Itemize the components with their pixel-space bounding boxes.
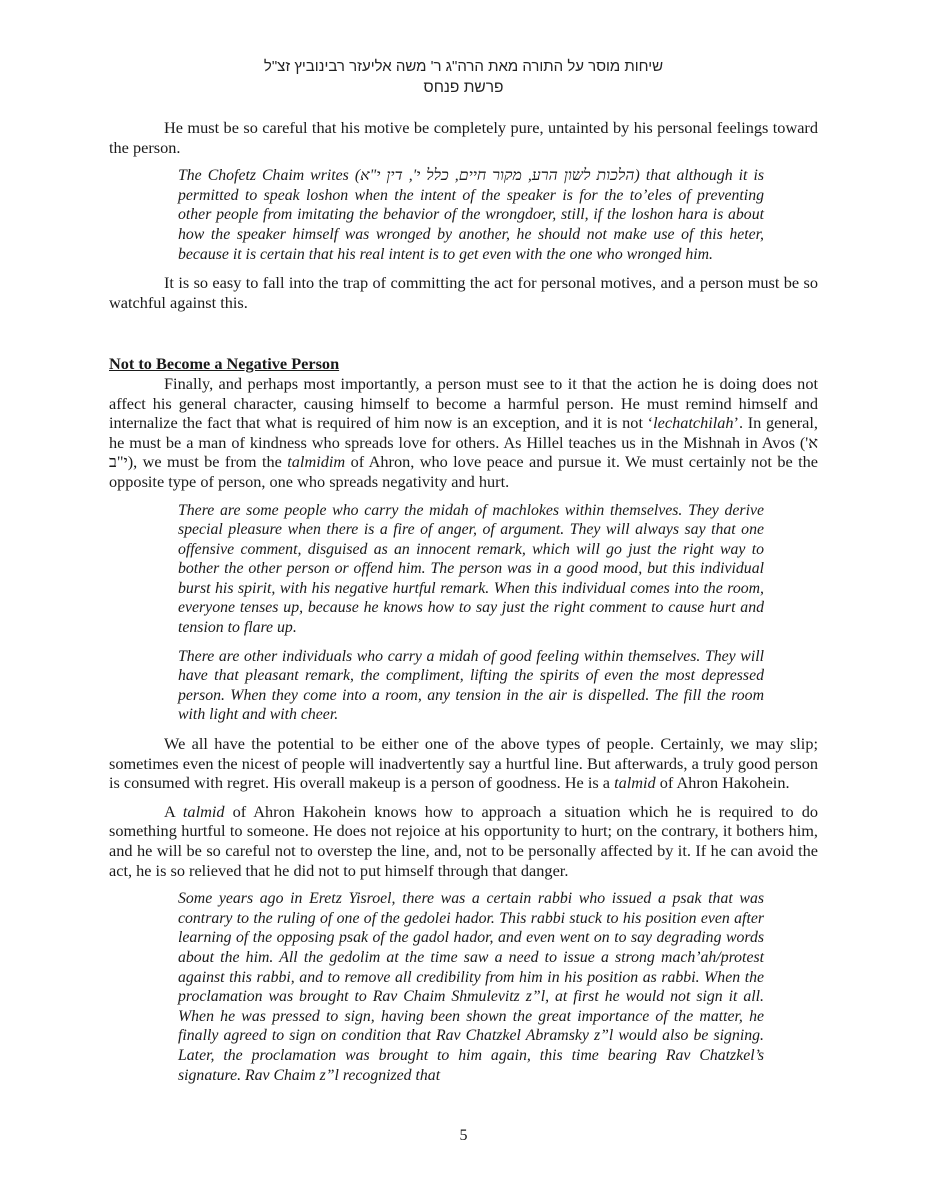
header-book-title: שיחות מוסר על התורה מאת הרה"ג ר' משה אליעזר רבינוביץ זצ"ל [263,58,664,75]
page-body [109,118,818,1094]
running-header [0,56,927,98]
text-run: ’. In general, he must be a man of kindness who spreads love for others. As Hillel teaches us in the Mishnah in Avos ( [109,413,818,452]
quote-eretz-yisroel-story: Some years ago in Eretz Yisroel, there was a certain rabbi who issued a psak that was contrary to the ruling of one of the gedolei hador. This rabbi stuck to his position even after learning of the opposing psak of the gadol hador, and even went on to say degrading words about the him. All the gedolim at the time saw a need to issue a strong mach’ah/protest against this rabbi, and to remove all credibility from him in his position as rabbi. When the proclamation was brought to Rav Chaim Shmulevitz z”l, at first he would not sign it all. When he was pressed to sign, having been shown the great importance of the matter, he finally agreed to sign on condition that Rav Chatzkel Abramsky z”l would also be signing. Later, the proclamation was brought to him again, this time bearing Rav Chatzkel’s signature. Rav Chaim z”l recognized that [178,890,764,1084]
quote-chofetz-chaim [178,166,764,264]
quote-machlokes: There are some people who carry the midah of machlokes within themselves. They derive special pleasure when there is a fire of anger, of argument. They will always say that one offensive comment, disguised as an innocent remark, which will go just the right way to bother the other person or offend him. The person was in a good mood, but this individual burst his spirit, with his negative hurtful remark. When this individual comes into the room, everyone tenses up, because he knows how to say just the right comment to cause hurt and tension to flare up. [178,501,764,637]
text-run: of Ahron Hakohein. [655,773,790,793]
paragraph-personal-motives: It is so easy to fall into the trap of committing the act for personal motives, and a person must be so watchful against this. [109,273,818,312]
text-run: A [164,801,183,821]
paragraph-potential [109,734,818,793]
hebrew-citation: א' י"ב [109,432,818,472]
text-run: of Ahron Hakohein knows how to approach a situation which he is required to do something hurtful to someone. He does not rejoice at his opportunity to hurt; on the contrary, it bothers him, and he will be so careful not to overstep the line, and, not to be personally affected by it. If he can avoid the act, he is so relieved that he did not to put himself through that danger. [109,801,818,880]
italic-term: lechatchilah [653,413,734,433]
text-run: Finally, and perhaps most importantly, a person must see to it that the action he is doing does not affect his general character, causing himself to become a harmful person. He must remind himself and internalize the fact that what is required of him now is an exception, and it is not ‘ [109,373,818,433]
text-run: We all have the potential to be either one of the above types of people. Certainly, we may slip; sometimes even the nicest of people will inadvertently say a hurtful line. But afterwards, a truly good person is consumed with regret. His overall makeup is a person of goodness. He is a [109,734,818,793]
italic-term: talmidim [287,452,346,472]
header-parsha-title: פרשת פנחס [423,79,504,96]
paragraph-general-character [109,374,818,492]
italic-term: talmid [614,773,656,793]
quote-text: The Chofetz Chaim writes ( [178,167,361,185]
italic-term: talmid [182,801,225,821]
quote-text: ) that although it is permitted to speak loshon when the intent of the speaker is for the to’eles of preventing other people from imitating the behavior of the wrongdoer, still, if the loshon hara is about how the speaker himself was wronged by another, he should not make use of this heter, because it is certain that his real intent is to get even with the one who wronged him. [178,167,764,263]
text-run: ), we must be from the [127,452,288,472]
paragraph-talmid-ahron [109,802,818,880]
paragraph-motive: He must be so careful that his motive be completely pure, untainted by his personal feelings toward the person. [109,118,818,157]
text-run: of Ahron, who love peace and pursue it. We must certainly not be the opposite type of person, one who spreads negativity and hurt. [109,452,818,491]
page-number: 5 [459,1127,468,1144]
hebrew-citation: הלכות לשון הרע, מקור חיים, כלל י', דין י"א [360,167,635,185]
quote-good-feeling: There are other individuals who carry a midah of good feeling within themselves. They will have that pleasant remark, the compliment, lifting the spirits of even the most depressed person. When they come into a room, any tension in the air is dispelled. The fill the room with light and with cheer. [178,647,764,724]
section-heading: Not to Become a Negative Person [109,354,340,374]
